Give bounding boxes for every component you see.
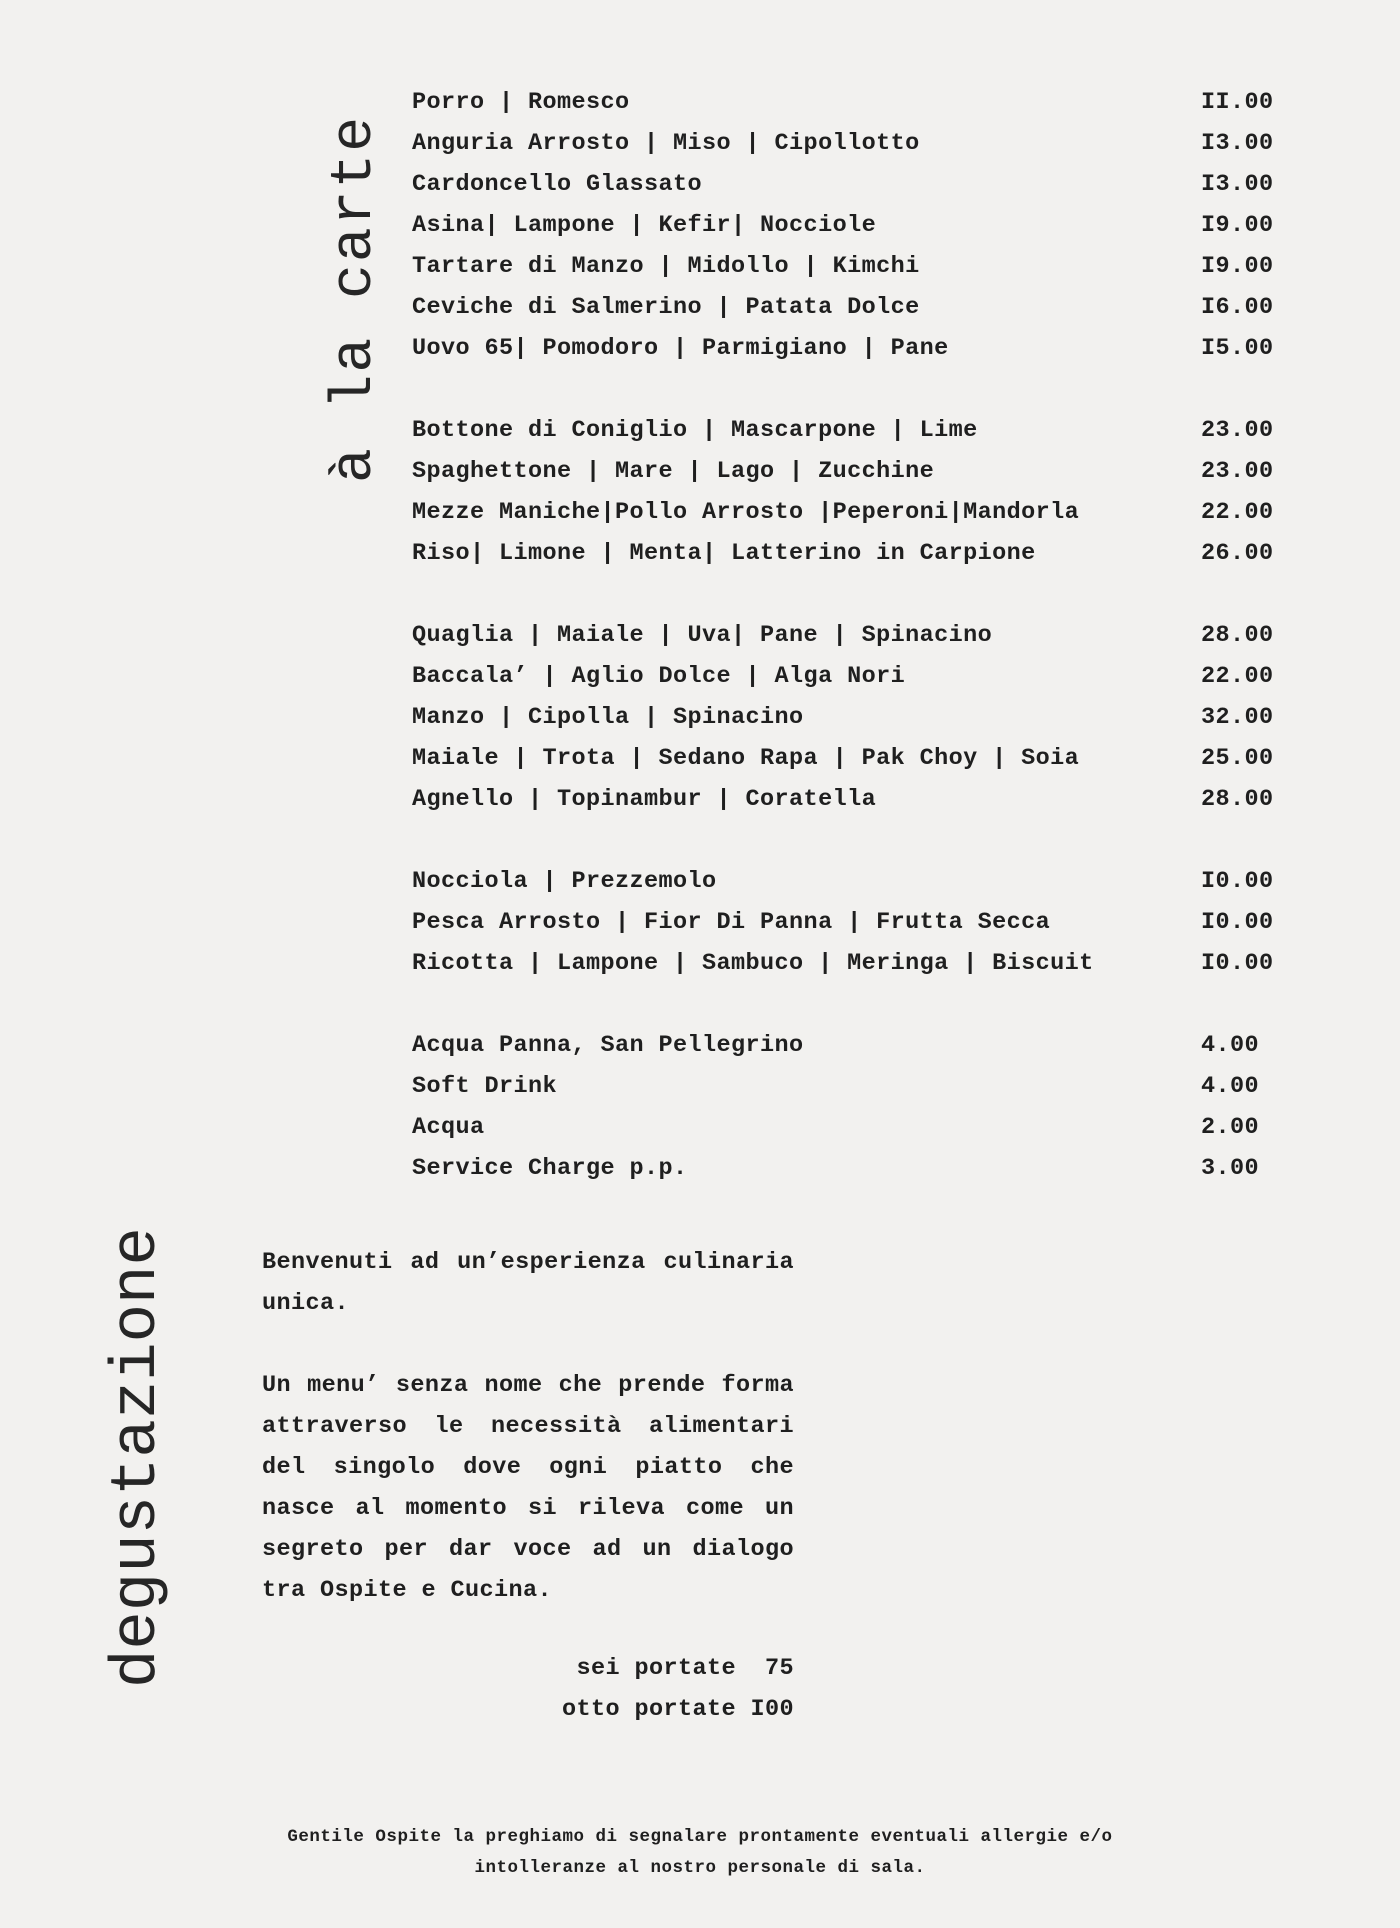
menu-section-mains [412, 615, 1282, 820]
menu-item [412, 246, 1282, 287]
menu-item [412, 328, 1282, 369]
item-name: Manzo | Cipolla | Spinacino [412, 704, 804, 731]
item-price: 23.00 [1201, 417, 1274, 444]
tasting-prices [494, 1648, 794, 1730]
item-price: 26.00 [1201, 540, 1274, 567]
allergy-notice-line: intolleranze al nostro personale di sala. [474, 1858, 926, 1878]
menu-item [412, 410, 1282, 451]
item-name: Quaglia | Maiale | Uva| Pane | Spinacino [412, 622, 993, 649]
item-name: Ricotta | Lampone | Sambuco | Meringa | Biscuit [412, 950, 1094, 977]
menu-section-starters [412, 82, 1282, 369]
menu-item [412, 615, 1282, 656]
item-name: Acqua [412, 1114, 485, 1141]
menu-item [412, 533, 1282, 574]
item-name: Bottone di Coniglio | Mascarpone | Lime [412, 417, 978, 444]
item-name: Cardoncello Glassato [412, 171, 703, 198]
item-name: Asina| Lampone | Kefir| Nocciole [412, 212, 877, 239]
menu-item [412, 779, 1282, 820]
allergy-notice-line: Gentile Ospite la preghiamo di segnalare prontamente eventuali allergie e/o [287, 1827, 1113, 1847]
menu-section-drinks [412, 1025, 1282, 1189]
item-name: Maiale | Trota | Sedano Rapa | Pak Choy | Soia [412, 745, 1080, 772]
menu-item [412, 205, 1282, 246]
item-name: Soft Drink [412, 1073, 558, 1100]
item-name: Tartare di Manzo | Midollo | Kimchi [412, 253, 920, 280]
menu-item [412, 738, 1282, 779]
tasting-option-eight: otto portate I00 [561, 1696, 794, 1723]
menu-item [412, 902, 1282, 943]
item-name: Riso| Limone | Menta| Latterino in Carpione [412, 540, 1036, 567]
menu-section-pasta [412, 410, 1282, 574]
item-price: I0.00 [1201, 868, 1274, 895]
degustazione-description [262, 1242, 794, 1723]
menu-item [412, 861, 1282, 902]
item-price: I3.00 [1201, 171, 1274, 198]
item-price: I9.00 [1201, 212, 1274, 239]
menu-item [412, 1148, 1282, 1189]
item-price: 28.00 [1201, 622, 1274, 649]
item-price: II.00 [1201, 89, 1274, 116]
item-price: 25.00 [1201, 745, 1274, 772]
item-price: I0.00 [1201, 909, 1274, 936]
item-price: 22.00 [1201, 499, 1274, 526]
item-name: Ceviche di Salmerino | Patata Dolce [412, 294, 920, 321]
item-name: Mezze Maniche|Pollo Arrosto |Peperoni|Mandorla [412, 499, 1080, 526]
a-la-carte-title: à la carte [323, 114, 388, 483]
item-name: Nocciola | Prezzemolo [412, 868, 717, 895]
menu-item [412, 656, 1282, 697]
allergy-notice [0, 1822, 1400, 1884]
item-price: I0.00 [1201, 950, 1274, 977]
intro-paragraph: Benvenuti ad un’esperienza culinaria unica. [262, 1249, 794, 1317]
item-name: Service Charge p.p. [412, 1155, 688, 1182]
item-price: 32.00 [1201, 704, 1274, 731]
item-price: 3.00 [1201, 1155, 1260, 1182]
menu-item [412, 1066, 1282, 1107]
item-name: Acqua Panna, San Pellegrino [412, 1032, 804, 1059]
menu-item [412, 164, 1282, 205]
menu-section-desserts [412, 861, 1282, 984]
menu-item [412, 123, 1282, 164]
degustazione-title: degustazione [102, 1227, 174, 1688]
item-price: I6.00 [1201, 294, 1274, 321]
menu-item [412, 82, 1282, 123]
item-name: Porro | Romesco [412, 89, 630, 116]
menu-item [412, 492, 1282, 533]
item-name: Spaghettone | Mare | Lago | Zucchine [412, 458, 935, 485]
a-la-carte-menu [412, 82, 1282, 1230]
item-price: I9.00 [1201, 253, 1274, 280]
item-name: Baccala’ | Aglio Dolce | Alga Nori [412, 663, 906, 690]
item-price: 28.00 [1201, 786, 1274, 813]
item-price: I3.00 [1201, 130, 1274, 157]
item-name: Pesca Arrosto | Fior Di Panna | Frutta Secca [412, 909, 1051, 936]
menu-item [412, 451, 1282, 492]
item-price: 4.00 [1201, 1032, 1260, 1059]
menu-item [412, 1107, 1282, 1148]
item-price: 2.00 [1201, 1114, 1260, 1141]
item-price: 4.00 [1201, 1073, 1260, 1100]
item-price: 22.00 [1201, 663, 1274, 690]
menu-item [412, 697, 1282, 738]
intro-paragraph: Un menu’ senza nome che prende forma attraverso le necessità alimentari del singolo dove ogni piatto che nasce al momento si rileva come un segreto per dar voce ad un dialogo tra Ospite e Cucina. [262, 1372, 794, 1604]
item-price: 23.00 [1201, 458, 1274, 485]
item-price: I5.00 [1201, 335, 1274, 362]
menu-item [412, 287, 1282, 328]
item-name: Agnello | Topinambur | Coratella [412, 786, 877, 813]
menu-item [412, 943, 1282, 984]
menu-item [412, 1025, 1282, 1066]
item-name: Uovo 65| Pomodoro | Parmigiano | Pane [412, 335, 949, 362]
tasting-option-six: sei portate 75 [576, 1655, 794, 1682]
item-name: Anguria Arrosto | Miso | Cipollotto [412, 130, 920, 157]
